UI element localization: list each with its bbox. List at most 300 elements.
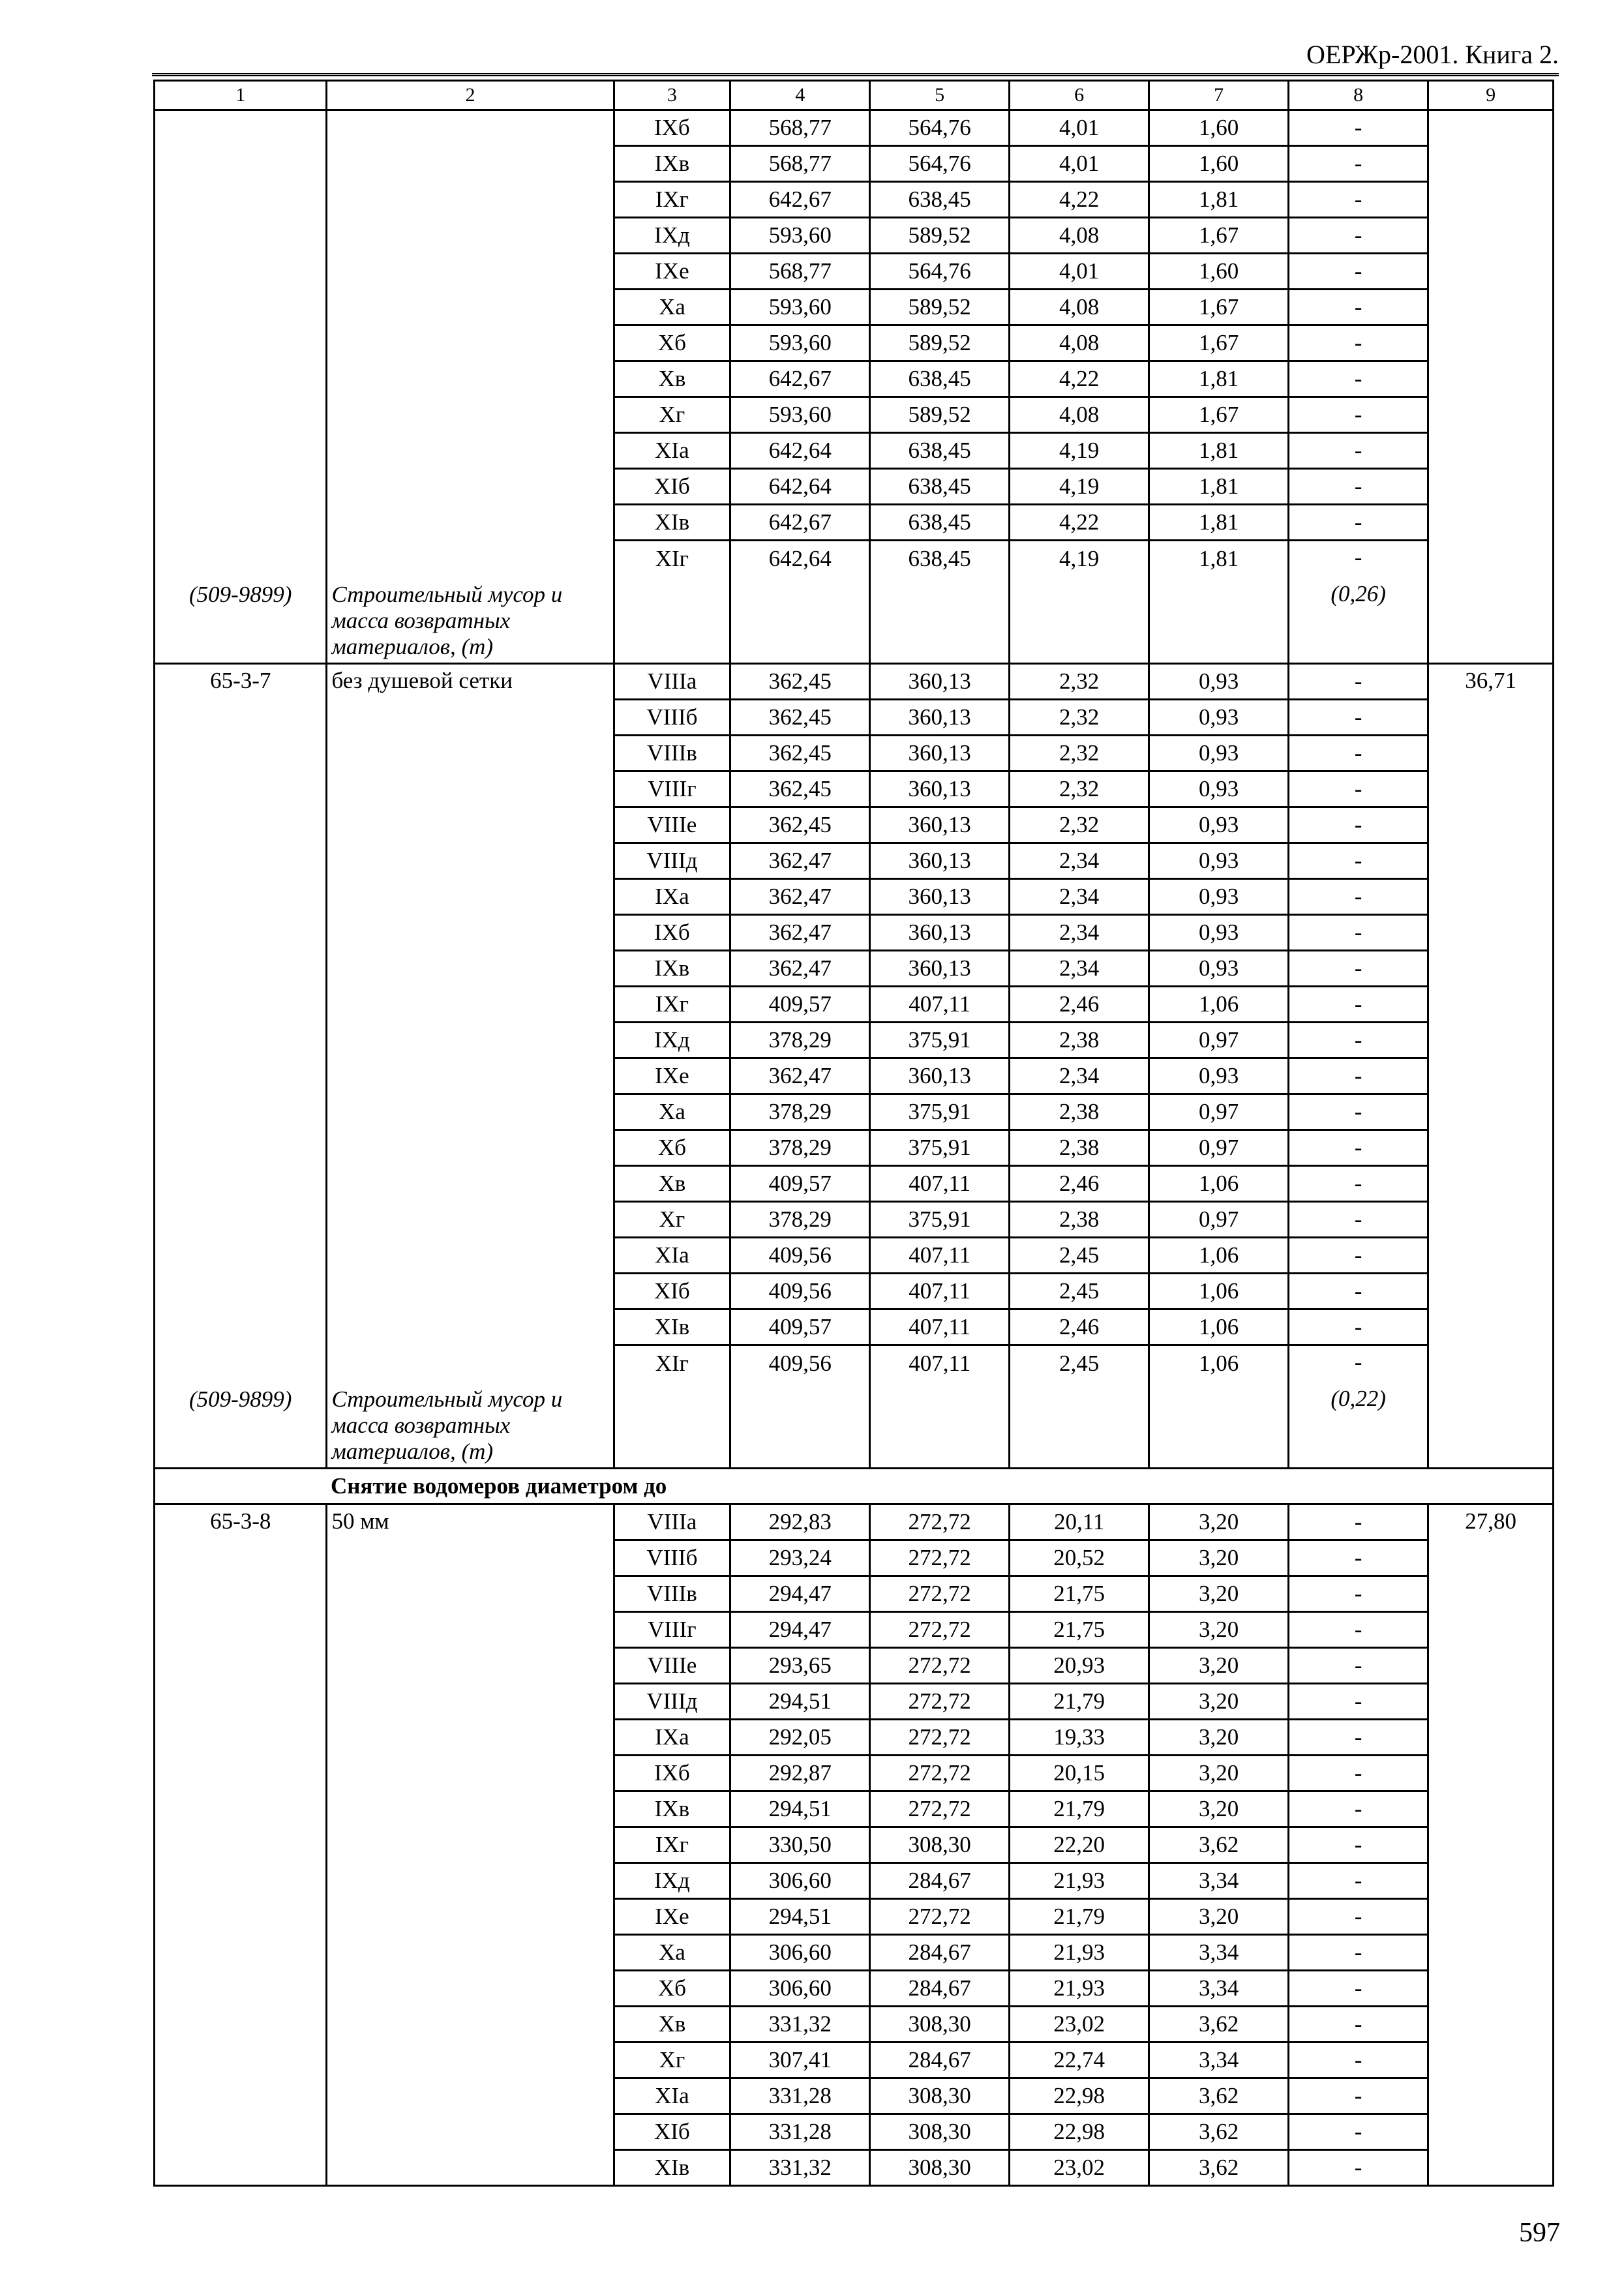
value-cell: 2,46	[1010, 1166, 1149, 1202]
zone-cell: XIб	[614, 469, 730, 505]
value-cell: 1,60	[1149, 110, 1289, 146]
value-cell: 3,20	[1149, 1756, 1289, 1791]
value-cell: -	[1289, 1309, 1428, 1345]
value-cell: -	[1289, 397, 1428, 433]
value-cell: 0,93	[1149, 951, 1289, 987]
value-cell: 3,20	[1149, 1899, 1289, 1935]
value-cell: 375,91	[870, 1094, 1010, 1130]
value-cell: 568,77	[730, 110, 870, 146]
waste-code: (509-9899)	[188, 1386, 292, 1412]
work-code	[155, 111, 325, 116]
value-cell: 2,45	[1010, 1345, 1149, 1469]
value-cell: -	[1289, 951, 1428, 987]
value-cell: 2,38	[1010, 1202, 1149, 1238]
value-cell: 23,02	[1010, 2150, 1149, 2186]
value-cell: 292,05	[730, 1720, 870, 1756]
value-cell: 360,13	[870, 843, 1010, 879]
extra-value	[1429, 111, 1552, 116]
zone-cell: VIIIг	[614, 1612, 730, 1648]
value-cell: 20,93	[1010, 1648, 1149, 1684]
value-cell: 1,81	[1149, 541, 1289, 664]
code-cell-wrap	[155, 111, 325, 663]
value-cell: 360,13	[870, 807, 1010, 843]
value-cell: 22,98	[1010, 2114, 1149, 2150]
zone-cell: XIг	[614, 1345, 730, 1469]
value-cell: 2,38	[1010, 1094, 1149, 1130]
value-cell: 638,45	[870, 182, 1010, 218]
value-cell: 360,13	[870, 1058, 1010, 1094]
column-number-cell: 3	[614, 81, 730, 110]
column-number-cell: 2	[327, 81, 614, 110]
value-cell: -	[1289, 2150, 1428, 2186]
value-cell: -	[1289, 469, 1428, 505]
value-cell: 3,62	[1149, 1827, 1289, 1863]
description-cell	[327, 1504, 614, 2186]
value-cell: 1,60	[1149, 146, 1289, 182]
value-cell: 306,60	[730, 1863, 870, 1899]
zone-cell: VIIIа	[614, 664, 730, 700]
value-cell: -	[1289, 664, 1428, 700]
extra-cell	[1428, 664, 1554, 1469]
zone-cell: IXб	[614, 110, 730, 146]
value-cell: -	[1289, 290, 1428, 325]
value-cell: 22,98	[1010, 2078, 1149, 2114]
value-cell: 3,62	[1149, 2007, 1289, 2042]
value-cell-wrap	[1289, 1346, 1427, 1467]
value-cell: 0,97	[1149, 1202, 1289, 1238]
waste-description: Строительный мусор и масса возвратных материалов, (т)	[331, 1386, 563, 1464]
zone-cell: Xб	[614, 1130, 730, 1166]
value-cell: -	[1289, 433, 1428, 469]
value-cell: 22,20	[1010, 1827, 1149, 1863]
value-cell: 1,06	[1149, 1238, 1289, 1274]
value-cell: 0,93	[1149, 736, 1289, 771]
value-cell: -	[1289, 879, 1428, 915]
zone-cell: XIб	[614, 1274, 730, 1309]
value-cell: 407,11	[870, 1345, 1010, 1469]
zone-cell: IXг	[614, 182, 730, 218]
value-cell: 2,46	[1010, 987, 1149, 1023]
zone-cell: Xв	[614, 361, 730, 397]
zone-cell: VIIIг	[614, 771, 730, 807]
value-cell: -	[1289, 1971, 1428, 2007]
zone-cell: VIIIб	[614, 1540, 730, 1576]
value-cell: 409,56	[730, 1274, 870, 1309]
value-cell: 292,87	[730, 1756, 870, 1791]
value-cell: -	[1289, 218, 1428, 254]
value-cell: 2,34	[1010, 1058, 1149, 1094]
zone-cell: XIа	[614, 1238, 730, 1274]
value-cell: 0,97	[1149, 1023, 1289, 1058]
zone-cell: XIа	[614, 433, 730, 469]
zone-cell: IXд	[614, 1023, 730, 1058]
value-cell: 0,93	[1149, 664, 1289, 700]
value-cell: 593,60	[730, 218, 870, 254]
description-cell-wrap	[327, 111, 612, 663]
value-cell: -	[1289, 254, 1428, 290]
value-cell: 272,72	[870, 1756, 1010, 1791]
value-cell: 375,91	[870, 1023, 1010, 1058]
value-cell: 362,45	[730, 700, 870, 736]
value-cell: 272,72	[870, 1540, 1010, 1576]
value-cell: -	[1289, 1166, 1428, 1202]
value-cell: 589,52	[870, 290, 1010, 325]
zone-cell: VIIIв	[614, 736, 730, 771]
value-cell: -	[1289, 1720, 1428, 1756]
value-cell: 4,08	[1010, 218, 1149, 254]
value-cell: 272,72	[870, 1791, 1010, 1827]
value-cell: 0,93	[1149, 915, 1289, 951]
value-cell: 331,28	[730, 2114, 870, 2150]
zone-cell: IXе	[614, 1058, 730, 1094]
value-cell: 4,01	[1010, 146, 1149, 182]
value-cell: -	[1289, 771, 1428, 807]
zone-cell: Xа	[614, 1094, 730, 1130]
value-cell: 306,60	[730, 1935, 870, 1971]
waste-code: (509-9899)	[188, 582, 292, 607]
zone-cell: Xб	[614, 325, 730, 361]
value-cell: 409,57	[730, 987, 870, 1023]
document-header-title: ОЕРЖр-2001. Книга 2.	[1306, 40, 1559, 69]
column-number-row	[155, 81, 1554, 110]
value-cell: 378,29	[730, 1130, 870, 1166]
value-cell: 3,34	[1149, 1935, 1289, 1971]
value-cell: -	[1289, 1094, 1428, 1130]
value-cell: 3,34	[1149, 1863, 1289, 1899]
value-cell: 307,41	[730, 2042, 870, 2078]
value-cell: 292,83	[730, 1504, 870, 1540]
value-cell: 407,11	[870, 987, 1010, 1023]
value-cell: 638,45	[870, 505, 1010, 541]
value-cell: 3,62	[1149, 2150, 1289, 2186]
page-number: 597	[1519, 2218, 1560, 2248]
value-cell: 4,19	[1010, 541, 1149, 664]
value-cell: 2,34	[1010, 951, 1149, 987]
value-cell: 306,60	[730, 1971, 870, 2007]
value-cell: -	[1289, 1899, 1428, 1935]
value-cell: -	[1289, 1612, 1428, 1648]
value-cell: 360,13	[870, 771, 1010, 807]
code-cell	[155, 664, 327, 1469]
value-cell-wrap	[1289, 541, 1427, 663]
value-cell: 2,32	[1010, 771, 1149, 807]
value-cell: 1,06	[1149, 1166, 1289, 1202]
value-cell: 2,34	[1010, 843, 1149, 879]
zone-cell: IXд	[614, 1863, 730, 1899]
value-cell: 2,45	[1010, 1274, 1149, 1309]
section-title-row	[155, 1469, 1554, 1504]
value-cell: 642,64	[730, 433, 870, 469]
zone-cell: XIв	[614, 1309, 730, 1345]
value-cell: -	[1289, 505, 1428, 541]
value-cell: 360,13	[870, 879, 1010, 915]
zone-cell: Xа	[614, 1935, 730, 1971]
value-cell: 331,32	[730, 2150, 870, 2186]
section-title-spacer	[155, 1469, 327, 1504]
value-cell: -	[1289, 1202, 1428, 1238]
value-cell: 272,72	[870, 1899, 1010, 1935]
zone-cell: Xв	[614, 2007, 730, 2042]
value-cell: 0,93	[1149, 843, 1289, 879]
value-cell: 2,32	[1010, 700, 1149, 736]
zone-cell: VIIIб	[614, 700, 730, 736]
value-cell: -	[1289, 2007, 1428, 2042]
value-cell: 1,81	[1149, 505, 1289, 541]
value-cell: 638,45	[870, 433, 1010, 469]
value-cell: 362,45	[730, 664, 870, 700]
column-number-cell: 1	[155, 81, 327, 110]
value-cell: 1,67	[1149, 325, 1289, 361]
extra-cell	[1428, 110, 1554, 664]
value-cell: 564,76	[870, 254, 1010, 290]
value-cell: -	[1289, 110, 1428, 146]
column-number-cell: 4	[730, 81, 870, 110]
value-cell: 3,34	[1149, 1971, 1289, 2007]
value-cell: 3,20	[1149, 1720, 1289, 1756]
value-cell: 1,67	[1149, 397, 1289, 433]
value-cell: 589,52	[870, 397, 1010, 433]
value-cell: 589,52	[870, 218, 1010, 254]
value-cell: 407,11	[870, 1309, 1010, 1345]
value-cell: 407,11	[870, 1238, 1010, 1274]
value-cell: 3,20	[1149, 1576, 1289, 1612]
value-cell: 642,67	[730, 182, 870, 218]
value-cell: 308,30	[870, 2150, 1010, 2186]
zone-cell: IXб	[614, 1756, 730, 1791]
value-cell: 294,47	[730, 1576, 870, 1612]
value-cell: 378,29	[730, 1202, 870, 1238]
value-cell: 362,47	[730, 879, 870, 915]
value-cell: -	[1289, 1648, 1428, 1684]
work-description	[327, 111, 612, 116]
table-row	[155, 110, 1554, 146]
value-cell: 21,93	[1010, 1935, 1149, 1971]
waste-description: Строительный мусор и масса возвратных материалов, (т)	[331, 582, 563, 659]
value-cell: 20,15	[1010, 1756, 1149, 1791]
value-cell: -	[1289, 1540, 1428, 1576]
waste-value: (0,26)	[1331, 581, 1386, 606]
value-cell: 1,06	[1149, 1274, 1289, 1309]
zone-cell: Xг	[614, 397, 730, 433]
value-cell: 21,79	[1010, 1684, 1149, 1720]
value-cell: 3,20	[1149, 1504, 1289, 1540]
value-cell: 2,38	[1010, 1130, 1149, 1166]
value-cell: 360,13	[870, 951, 1010, 987]
dash-value: -	[1354, 545, 1362, 570]
value-cell: 1,81	[1149, 182, 1289, 218]
zone-cell: VIIIд	[614, 1684, 730, 1720]
value-cell: 409,56	[730, 1238, 870, 1274]
value-cell: 4,19	[1010, 433, 1149, 469]
dash-value: -	[1354, 1349, 1362, 1375]
value-cell: 308,30	[870, 1827, 1010, 1863]
value-cell: -	[1289, 736, 1428, 771]
value-cell: 308,30	[870, 2114, 1010, 2150]
value-cell: 362,47	[730, 951, 870, 987]
value-cell: 362,45	[730, 771, 870, 807]
code-cell	[155, 110, 327, 664]
value-cell: 3,20	[1149, 1612, 1289, 1648]
value-cell: 593,60	[730, 290, 870, 325]
value-cell: 360,13	[870, 664, 1010, 700]
work-description: 50 мм	[331, 1508, 389, 1534]
value-cell	[1289, 541, 1428, 664]
value-cell: 642,67	[730, 361, 870, 397]
value-cell: 2,46	[1010, 1309, 1149, 1345]
zone-cell: IXе	[614, 1899, 730, 1935]
value-cell: 378,29	[730, 1094, 870, 1130]
value-cell: 409,57	[730, 1166, 870, 1202]
value-cell: -	[1289, 1130, 1428, 1166]
value-cell: 568,77	[730, 254, 870, 290]
value-cell: -	[1289, 915, 1428, 951]
description-cell	[327, 664, 614, 1469]
zone-cell: VIIIа	[614, 1504, 730, 1540]
value-cell: 1,06	[1149, 1345, 1289, 1469]
value-cell: 284,67	[870, 1935, 1010, 1971]
value-cell: 294,51	[730, 1791, 870, 1827]
zone-cell: Xв	[614, 1166, 730, 1202]
code-cell	[155, 1504, 327, 2186]
value-cell: 375,91	[870, 1202, 1010, 1238]
value-cell: 360,13	[870, 700, 1010, 736]
value-cell: 2,32	[1010, 807, 1149, 843]
value-cell: -	[1289, 700, 1428, 736]
value-cell: 284,67	[870, 2042, 1010, 2078]
code-cell-wrap	[155, 665, 325, 1467]
value-cell: 642,64	[730, 469, 870, 505]
extra-cell	[1428, 1504, 1554, 2186]
value-cell: 1,06	[1149, 1309, 1289, 1345]
value-cell: 593,60	[730, 325, 870, 361]
column-number-cell: 7	[1149, 81, 1289, 110]
estimate-table	[153, 80, 1554, 2187]
value-cell: 272,72	[870, 1576, 1010, 1612]
value-cell: 375,91	[870, 1130, 1010, 1166]
value-cell: -	[1289, 807, 1428, 843]
value-cell: 362,47	[730, 843, 870, 879]
value-cell: 4,01	[1010, 254, 1149, 290]
value-cell: -	[1289, 1791, 1428, 1827]
value-cell	[1289, 1345, 1428, 1469]
value-cell: 1,60	[1149, 254, 1289, 290]
value-cell: 1,06	[1149, 987, 1289, 1023]
value-cell: -	[1289, 1058, 1428, 1094]
column-number-cell: 8	[1289, 81, 1428, 110]
zone-cell: XIг	[614, 541, 730, 664]
value-cell: 272,72	[870, 1504, 1010, 1540]
work-description: без душевой сетки	[331, 668, 513, 693]
value-cell: 0,93	[1149, 1058, 1289, 1094]
value-cell: 272,72	[870, 1684, 1010, 1720]
value-cell: 294,51	[730, 1684, 870, 1720]
value-cell: 4,08	[1010, 290, 1149, 325]
zone-cell: Xб	[614, 1971, 730, 2007]
zone-cell: VIIIв	[614, 1576, 730, 1612]
value-cell: 308,30	[870, 2007, 1010, 2042]
value-cell: 2,38	[1010, 1023, 1149, 1058]
value-cell: 3,34	[1149, 2042, 1289, 2078]
value-cell: 21,79	[1010, 1791, 1149, 1827]
column-number-cell: 9	[1428, 81, 1554, 110]
value-cell: 330,50	[730, 1827, 870, 1863]
zone-cell: VIIIд	[614, 843, 730, 879]
table-row	[155, 1504, 1554, 1540]
zone-cell: XIв	[614, 2150, 730, 2186]
zone-cell: VIIIе	[614, 1648, 730, 1684]
zone-cell: IXг	[614, 1827, 730, 1863]
value-cell: 2,34	[1010, 915, 1149, 951]
section-title: Снятие водомеров диаметром до	[327, 1469, 1554, 1504]
value-cell: 20,52	[1010, 1540, 1149, 1576]
value-cell: 362,47	[730, 1058, 870, 1094]
value-cell: 362,45	[730, 807, 870, 843]
zone-cell: Xг	[614, 2042, 730, 2078]
value-cell: 2,34	[1010, 879, 1149, 915]
value-cell: 3,62	[1149, 2114, 1289, 2150]
value-cell: -	[1289, 2078, 1428, 2114]
value-cell: 3,20	[1149, 1540, 1289, 1576]
zone-cell: IXв	[614, 146, 730, 182]
value-cell: 362,45	[730, 736, 870, 771]
zone-cell: IXв	[614, 951, 730, 987]
value-cell: -	[1289, 1827, 1428, 1863]
zone-cell: IXа	[614, 1720, 730, 1756]
waste-value: (0,22)	[1331, 1386, 1386, 1411]
value-cell: -	[1289, 1023, 1428, 1058]
zone-cell: IXд	[614, 218, 730, 254]
value-cell: 362,47	[730, 915, 870, 951]
value-cell: 293,65	[730, 1648, 870, 1684]
extra-value: 36,71	[1465, 668, 1516, 693]
value-cell: 20,11	[1010, 1504, 1149, 1540]
value-cell: 3,62	[1149, 2078, 1289, 2114]
value-cell: 409,56	[730, 1345, 870, 1469]
value-cell: 294,47	[730, 1612, 870, 1648]
value-cell: 1,67	[1149, 290, 1289, 325]
value-cell: 331,32	[730, 2007, 870, 2042]
zone-cell: IXв	[614, 1791, 730, 1827]
value-cell: 0,97	[1149, 1130, 1289, 1166]
value-cell: 0,93	[1149, 771, 1289, 807]
value-cell: 360,13	[870, 736, 1010, 771]
value-cell: 638,45	[870, 361, 1010, 397]
value-cell: 331,28	[730, 2078, 870, 2114]
value-cell: 2,45	[1010, 1238, 1149, 1274]
value-cell: -	[1289, 325, 1428, 361]
zone-cell: VIIIе	[614, 807, 730, 843]
value-cell: 4,19	[1010, 469, 1149, 505]
zone-cell: Xг	[614, 1202, 730, 1238]
value-cell: -	[1289, 1756, 1428, 1791]
value-cell: -	[1289, 182, 1428, 218]
work-code: 65-3-7	[210, 668, 271, 693]
value-cell: -	[1289, 1684, 1428, 1720]
value-cell: 638,45	[870, 541, 1010, 664]
value-cell: 0,93	[1149, 807, 1289, 843]
value-cell: 272,72	[870, 1720, 1010, 1756]
column-number-cell: 5	[870, 81, 1010, 110]
value-cell: 638,45	[870, 469, 1010, 505]
value-cell: 1,81	[1149, 433, 1289, 469]
value-cell: 293,24	[730, 1540, 870, 1576]
value-cell: -	[1289, 361, 1428, 397]
value-cell: 407,11	[870, 1274, 1010, 1309]
zone-cell: XIб	[614, 2114, 730, 2150]
value-cell: 642,67	[730, 505, 870, 541]
value-cell: 19,33	[1010, 1720, 1149, 1756]
value-cell: 593,60	[730, 397, 870, 433]
